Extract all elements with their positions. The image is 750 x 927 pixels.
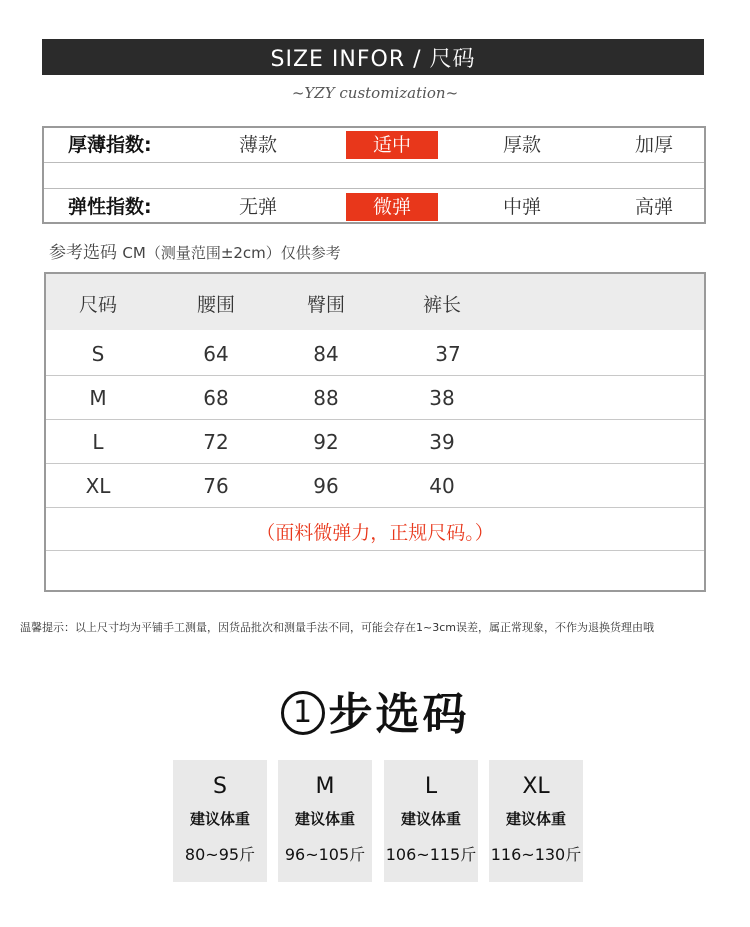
header-hip: 臀围 [306, 294, 345, 316]
cell-length: 37 [435, 342, 461, 366]
card-range: 80~95斤 [184, 845, 256, 864]
measurement-tip: 温馨提示：以上尺寸均为平铺手工测量，因货品批次和测量手法不同，可能会存在1~3cm误差，属正常现象，不作为退换货理由哦 [20, 621, 654, 634]
table-row [46, 464, 704, 508]
cell-size: XL [85, 474, 111, 498]
card-range: 96~105斤 [284, 845, 366, 864]
cell-size: L [92, 430, 104, 454]
size-card-s [173, 760, 267, 882]
thickness-label: 厚薄指数: [68, 134, 152, 156]
elasticity-index-row [44, 190, 704, 224]
cell-waist: 64 [203, 342, 229, 366]
card-label: 建议体重 [189, 810, 250, 828]
card-label: 建议体重 [400, 810, 461, 828]
circled-number-icon: 1 [281, 691, 325, 735]
brand-subtitle: ~YZY customization~ [291, 84, 459, 102]
elasticity-option-none: 无弹 [238, 196, 277, 218]
card-label: 建议体重 [505, 810, 566, 828]
elasticity-option-slight-selected: 微弹 [346, 193, 438, 221]
cell-waist: 76 [203, 474, 229, 498]
cell-hip: 84 [313, 342, 339, 366]
thickness-option-medium-selected: 适中 [346, 131, 438, 159]
cell-hip: 96 [313, 474, 339, 498]
table-header [46, 274, 704, 330]
cell-size: M [89, 386, 107, 410]
step-title-text: 步选码 [328, 689, 470, 740]
page-title: SIZE INFOR / 尺码 [270, 46, 476, 72]
cell-waist: 68 [203, 386, 229, 410]
header-waist: 腰围 [196, 294, 235, 316]
card-size: S [213, 774, 227, 799]
elasticity-option-medium: 中弹 [502, 196, 541, 218]
elasticity-option-high: 高弹 [634, 196, 673, 218]
cell-length: 39 [429, 430, 455, 454]
reference-note [49, 238, 341, 263]
card-size: L [424, 774, 438, 799]
thickness-index-row [44, 128, 704, 162]
card-range: 106~115斤 [385, 845, 477, 864]
index-divider [44, 188, 704, 189]
header-size: 尺码 [78, 294, 117, 316]
thickness-option-thick: 厚款 [502, 134, 541, 156]
cell-hip: 92 [313, 430, 339, 454]
row-divider [46, 507, 704, 508]
cell-length: 40 [429, 474, 455, 498]
fabric-note: （面料微弹力，正规尺码。） [256, 522, 494, 544]
step-heading [0, 678, 750, 742]
fabric-index-box [42, 126, 706, 224]
card-size: M [315, 774, 335, 799]
table-row [46, 332, 704, 376]
table-row [46, 376, 704, 420]
card-label: 建议体重 [294, 810, 355, 828]
row-divider [46, 550, 704, 551]
reference-main: 参考选码 [49, 243, 117, 263]
size-table [44, 272, 706, 592]
size-info-title-bar [42, 39, 704, 75]
size-card-l [384, 760, 478, 882]
header-length: 裤长 [422, 294, 461, 316]
index-divider [44, 162, 704, 163]
thickness-option-thin: 薄款 [238, 134, 277, 156]
table-row [46, 420, 704, 464]
card-size: XL [522, 774, 550, 799]
thickness-option-extra-thick: 加厚 [634, 134, 673, 156]
cell-size: S [91, 342, 105, 366]
cell-waist: 72 [203, 430, 229, 454]
size-card-xl [489, 760, 583, 882]
cell-length: 38 [429, 386, 455, 410]
cell-hip: 88 [313, 386, 339, 410]
card-range: 116~130斤 [490, 845, 582, 864]
elasticity-label: 弹性指数: [68, 196, 152, 218]
size-card-m [278, 760, 372, 882]
reference-unit: CM（测量范围±2cm）仅供参考 [122, 244, 341, 262]
